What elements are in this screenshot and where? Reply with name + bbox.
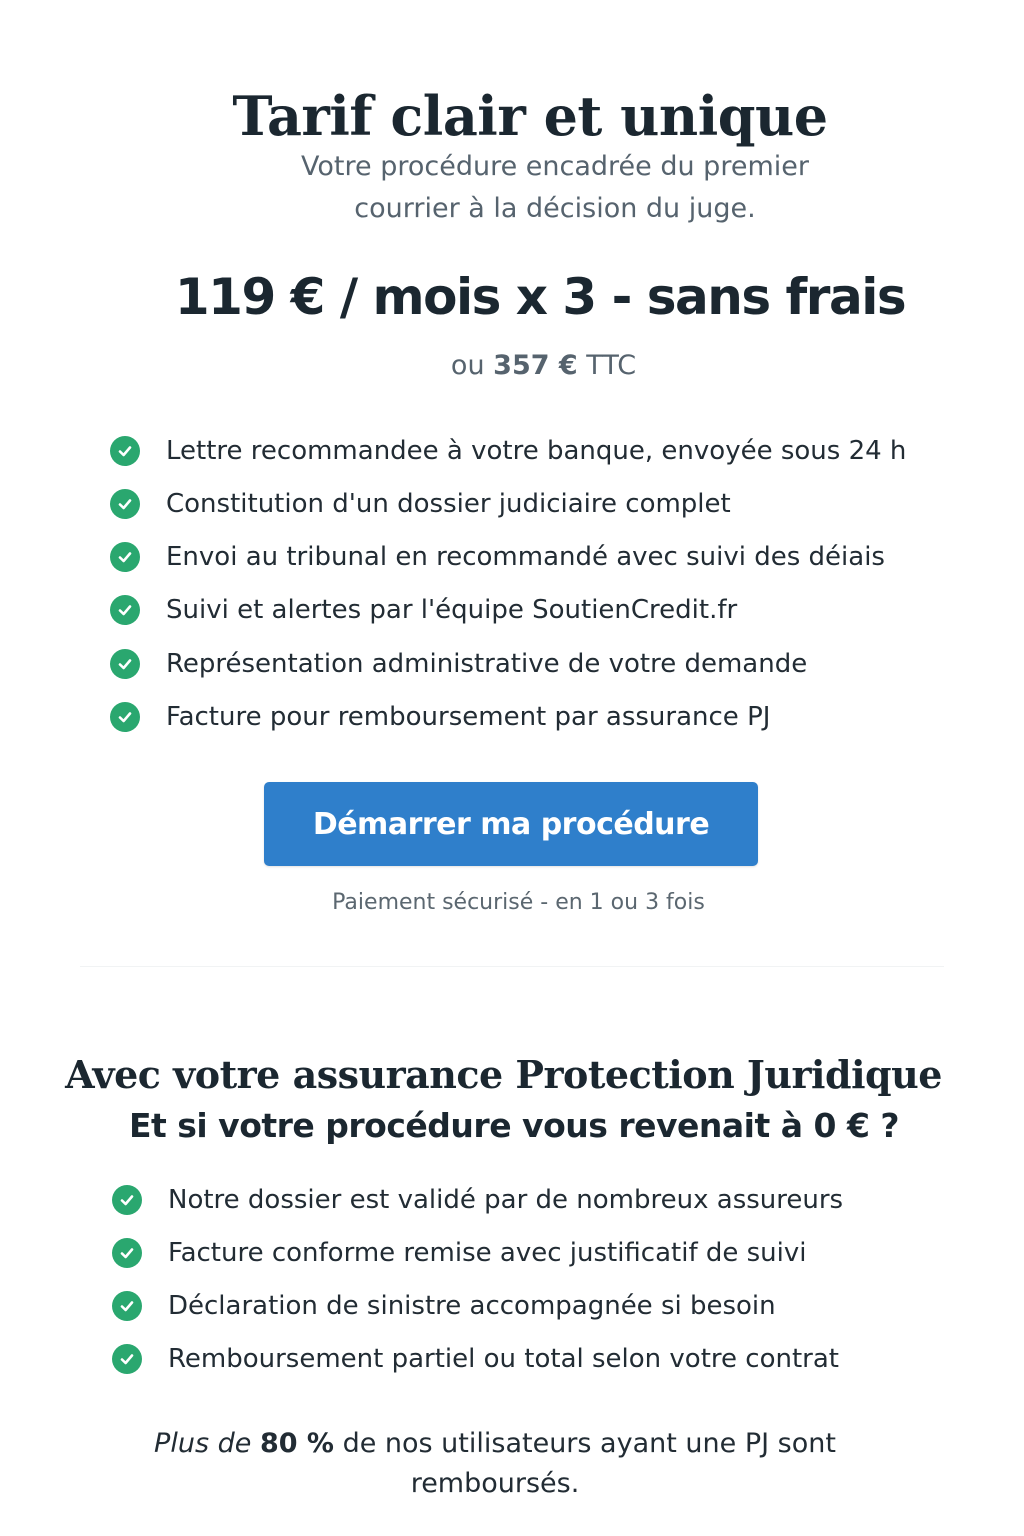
- pricing-feature-item: [110, 537, 885, 577]
- pricing-feature-label: Lettre recommandee à votre banque, envoyée sous 24 h: [166, 436, 907, 466]
- price-monthly: 119 € / mois x 3 - sans frais: [174, 268, 906, 326]
- insurance-feature-label: Facture conforme remise avec justificatif de suivi: [168, 1238, 807, 1268]
- pricing-feature-item: [110, 431, 906, 471]
- section-divider: [80, 966, 944, 967]
- pricing-title: Tarif clair et unique: [232, 84, 828, 149]
- start-procedure-button[interactable]: Démarrer ma procédure: [264, 782, 758, 866]
- check-circle-icon: [110, 436, 140, 466]
- pricing-subtitle: Votre procédure encadrée du premier courrier à la décision du juge.: [301, 151, 809, 224]
- footnote-lead: Plus de: [154, 1428, 252, 1459]
- insurance-feature-label: Remboursement partiel ou total selon votre contrat: [168, 1344, 839, 1374]
- insurance-feature-item: [112, 1286, 776, 1326]
- pricing-feature-item: [110, 697, 770, 737]
- price-total: [0, 350, 1024, 381]
- price-total-suffix: TTC: [586, 350, 637, 381]
- insurance-feature-item: [112, 1339, 839, 1379]
- insurance-feature-item: [112, 1180, 843, 1220]
- check-circle-icon: [110, 595, 140, 625]
- insurance-feature-item: [112, 1233, 807, 1273]
- pricing-feature-item: [110, 644, 807, 684]
- pricing-feature-item: [110, 484, 731, 524]
- footnote-percent: 80 %: [259, 1428, 334, 1459]
- check-circle-icon: [110, 702, 140, 732]
- insurance-feature-label: Déclaration de sinistre accompagnée si besoin: [168, 1291, 776, 1321]
- check-circle-icon: [110, 649, 140, 679]
- pricing-feature-label: Envoi au tribunal en recommandé avec suivi des déiais: [166, 542, 885, 572]
- insurance-feature-label: Notre dossier est validé par de nombreux assureurs: [168, 1185, 844, 1215]
- check-circle-icon: [112, 1238, 142, 1268]
- pricing-feature-label: Constitution d'un dossier judiciaire complet: [166, 489, 731, 519]
- footnote-rest: de nos utilisateurs ayant une PJ sont remboursés.: [342, 1428, 836, 1499]
- check-circle-icon: [112, 1185, 142, 1215]
- pricing-feature-label: Représentation administrative de votre demande: [166, 649, 808, 679]
- check-circle-icon: [110, 489, 140, 519]
- pricing-feature-label: Suivi et alertes par l'équipe SoutienCredit.fr: [166, 595, 738, 625]
- pricing-feature-label: Facture pour remboursement par assurance PJ: [166, 702, 771, 732]
- insurance-title: Avec votre assurance Protection Juridique: [65, 1051, 942, 1097]
- secure-payment-note: Paiement sécurisé - en 1 ou 3 fois: [332, 890, 705, 915]
- check-circle-icon: [112, 1344, 142, 1374]
- price-total-amount: 357 €: [493, 350, 578, 381]
- pricing-feature-item: [110, 590, 737, 630]
- check-circle-icon: [112, 1291, 142, 1321]
- check-circle-icon: [110, 542, 140, 572]
- reimbursement-footnote: [110, 1424, 880, 1504]
- insurance-question: Et si votre procédure vous revenait à 0 € ?: [128, 1106, 900, 1145]
- price-total-prefix: ou: [450, 350, 485, 381]
